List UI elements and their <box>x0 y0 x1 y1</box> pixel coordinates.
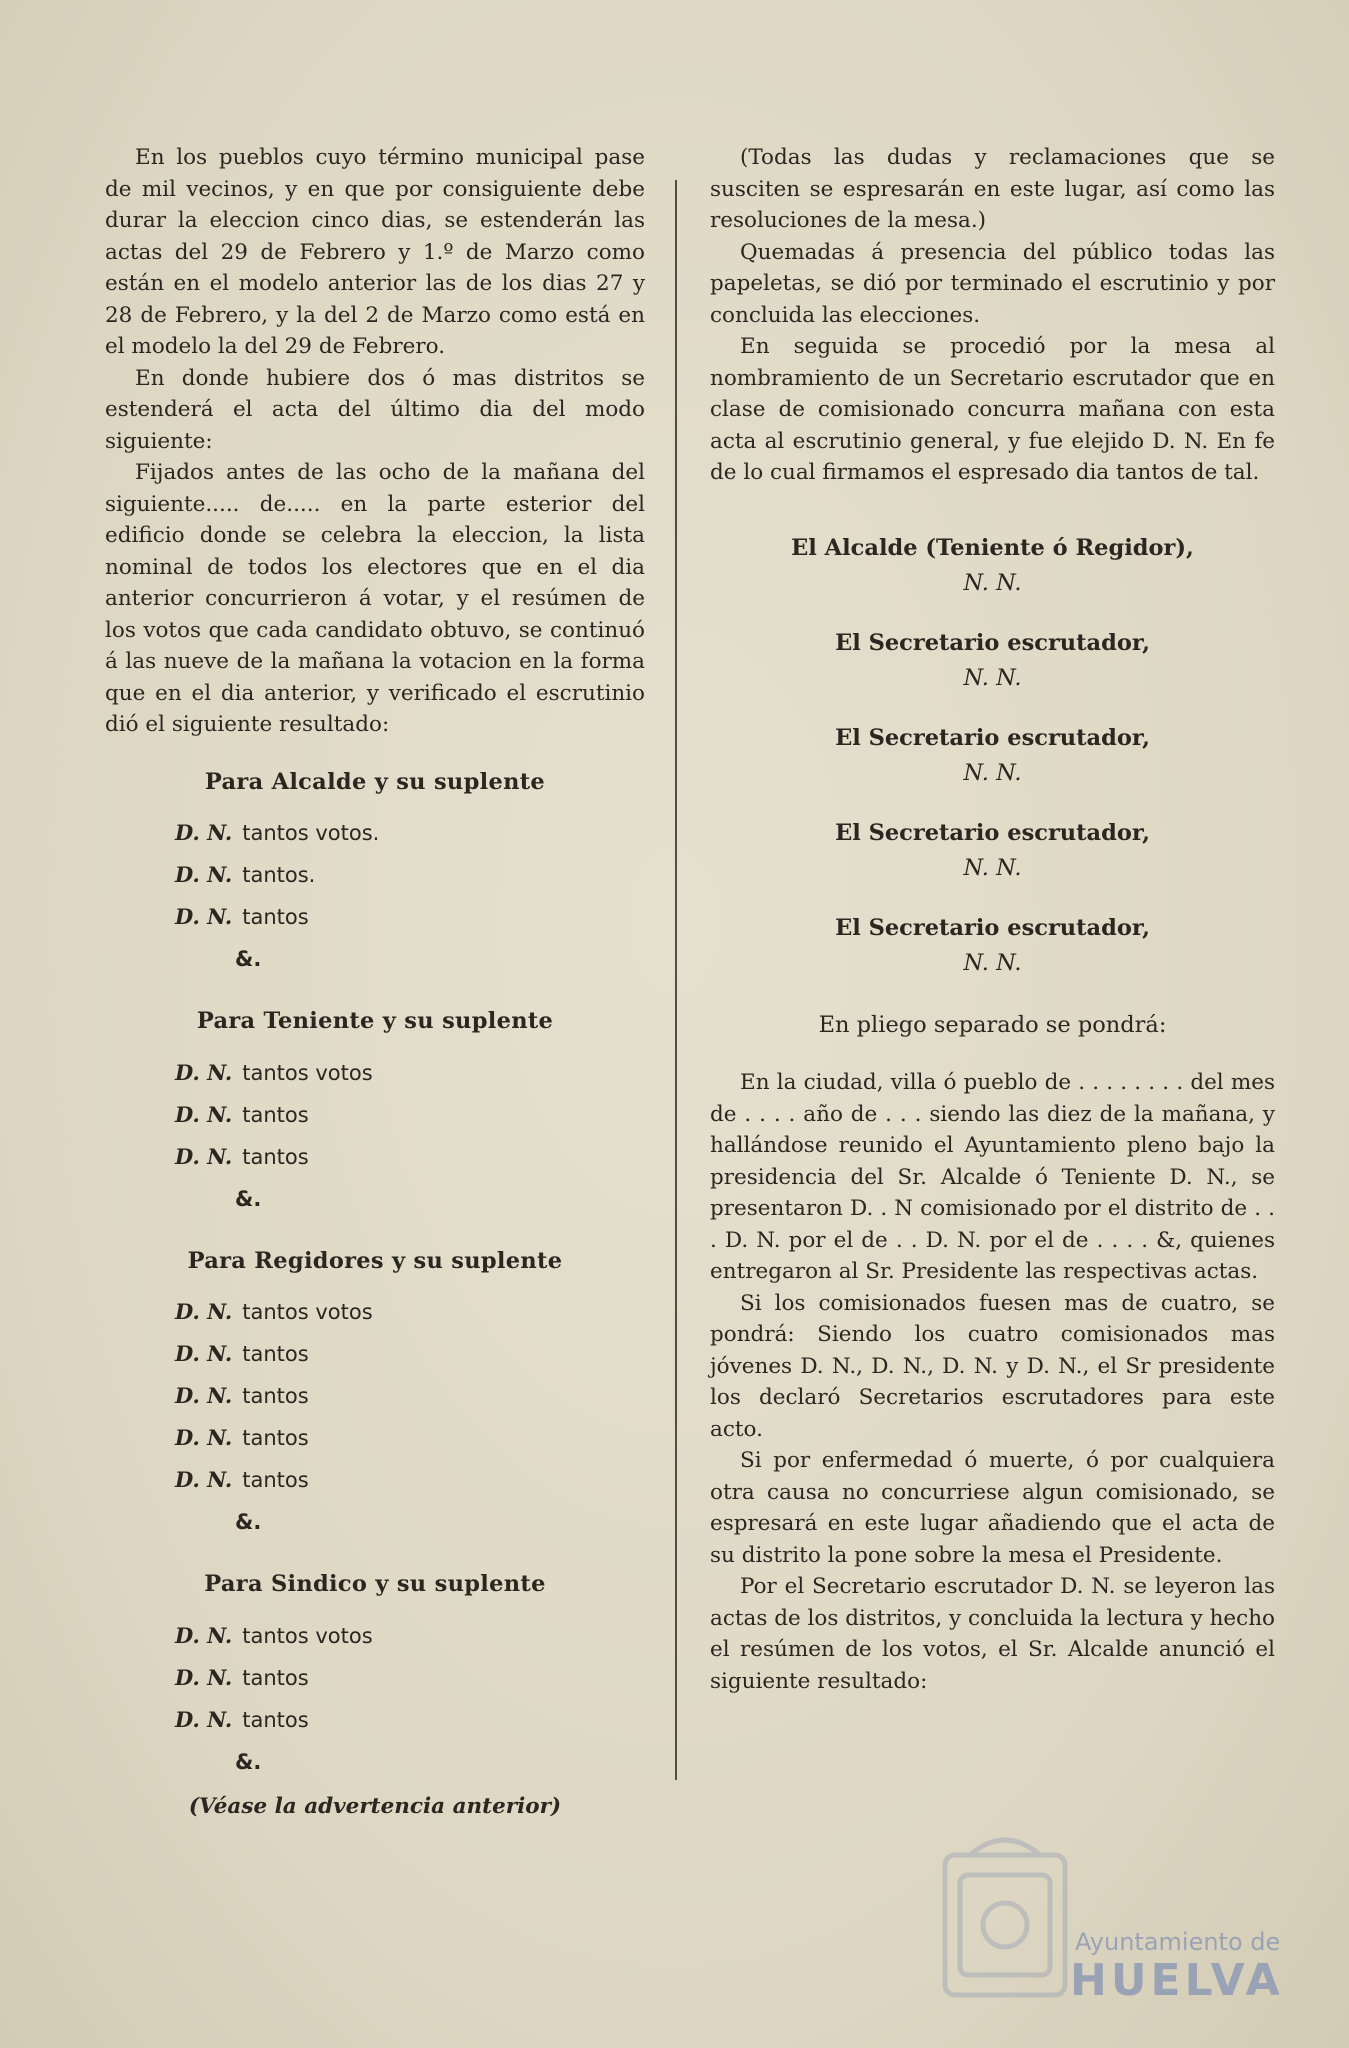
vote-row: D. N. tantos <box>175 1101 309 1127</box>
paragraph: En seguida se procedió por la mesa al nombramiento de un Secretario escrutador que en clase de comisionado concurra mañana con esta acta al escrutinio general, y fue elejido D. N. En fe de lo cual firmamos el espresado dia tantos de tal. <box>710 334 1275 485</box>
paragraph: En la ciudad, villa ó pueblo de . . . . . . . . del mes de . . . . año de . . . siendo las diez de la mañana, y hallándose reunido el Ayuntamiento pleno bajo la presidencia del Sr. Alcalde ó Teniente D. N., se presentaron D. . N comisionado por el distrito de . . . D. N. por el de . . D. N. por el de . . . . &, quienes entregaron al Sr. Presidente las respectivas actas. <box>710 1070 1275 1284</box>
vote-row: D. N. tantos votos <box>175 1622 373 1648</box>
signature-block <box>710 818 1275 885</box>
vote-row: D. N. tantos votos <box>175 1059 373 1085</box>
signature-title: El Secretario escrutador, <box>835 724 1150 751</box>
vote-row: D. N. tantos <box>175 904 309 929</box>
vote-row: D. N. tantos votos. <box>175 820 380 845</box>
section-alcalde <box>105 767 645 981</box>
paragraph: Quemadas á presencia del público todas las papeletas, se dió por terminado el escrutinio y por concluida las elecciones. <box>710 239 1275 328</box>
signature-name: N. N. <box>963 855 1022 881</box>
paragraph: Si los comisionados fuesen mas de cuatro, se pondrá: Siendo los cuatro comisionados mas jóvenes D. N., D. N., D. N. y D. N., el Sr presidente los declaró Secretarios escrutadores para este acto. <box>710 1290 1275 1442</box>
vote-row: D. N. tantos <box>175 1143 309 1169</box>
signature-name: N. N. <box>963 665 1022 691</box>
etc-mark: &. <box>235 1186 262 1211</box>
signature-title: El Secretario escrutador, <box>835 629 1150 656</box>
signature-block <box>710 628 1275 695</box>
vote-row: D. N. tantos <box>175 1467 309 1492</box>
vote-row: D. N. tantos <box>175 1706 309 1732</box>
section-heading: Para Regidores y su suplente <box>187 1247 563 1274</box>
signature-name: N. N. <box>963 950 1022 976</box>
paragraph: En los pueblos cuyo término municipal pase de mil vecinos, y en que por consiguiente debe durar la eleccion cinco dias, se estenderán las actas del 29 de Febrero y 1.º de Marzo como están en el modelo anterior las de los dias 27 y 28 de Febrero, y la del 2 de Marzo como está en el modelo la del 29 de Febrero. <box>105 145 645 359</box>
paragraph: (Todas las dudas y reclamaciones que se susciten se espresarán en este lugar, así como las resoluciones de la mesa.) <box>710 145 1275 233</box>
vote-row: D. N. tantos <box>175 1341 309 1366</box>
vote-row: D. N. tantos. <box>175 862 316 887</box>
vote-row: D. N. tantos <box>175 1383 309 1408</box>
right-column <box>710 142 1275 1697</box>
signature-name: N. N. <box>963 760 1022 786</box>
vote-row: D. N. tantos <box>175 1664 309 1690</box>
watermark-line1: Ayuntamiento de <box>1075 1928 1281 1956</box>
section-heading: Para Sindico y su suplente <box>204 1571 546 1597</box>
signature-name: N. N. <box>963 570 1022 596</box>
vote-row: D. N. tantos <box>175 1425 309 1450</box>
watermark-line2: HUELVA <box>1070 1955 1284 2006</box>
section-heading: Para Teniente y su suplente <box>196 1008 554 1034</box>
note: (Véase la advertencia anterior) <box>188 1793 562 1819</box>
paragraph: Fijados antes de las ocho de la mañana del siguiente..... de..... en la parte esterior del edificio donde se celebra la eleccion, la lista nominal de todos los electores que en el dia anterior concurrieron á votar, y el resúmen de los votos que cada candidato obtuvo, se continuó á las nueve de la mañana la votacion en la forma que en el dia anterior, y verificado el escrutinio dió el siguiente resultado: <box>105 460 645 737</box>
signature-block <box>710 913 1275 980</box>
etc-mark: &. <box>235 1510 262 1534</box>
signature-title: El Secretario escrutador, <box>835 819 1150 846</box>
signature-title: El Secretario escrutador, <box>835 914 1150 941</box>
signature-block <box>710 723 1275 790</box>
etc-mark: &. <box>235 1749 262 1774</box>
separate-sheet-heading: En pliego separado se pondrá: <box>818 1011 1167 1038</box>
section-heading: Para Alcalde y su suplente <box>204 768 546 795</box>
section-teniente <box>105 1006 645 1220</box>
paragraph: En donde hubiere dos ó mas distritos se estenderá el acta del último dia del modo siguiente: <box>105 365 645 454</box>
signature-title: El Alcalde (Teniente ó Regidor), <box>791 534 1194 561</box>
vote-row: D. N. tantos votos <box>175 1299 373 1324</box>
section-regidores <box>105 1246 645 1544</box>
left-column <box>105 142 645 1822</box>
column-divider <box>675 180 677 1780</box>
signature-block <box>710 533 1275 600</box>
etc-mark: &. <box>235 947 262 971</box>
paragraph: Si por enfermedad ó muerte, ó por cualquiera otra causa no concurriese algun comisionado, se espresará en este lugar añadiendo que el acta de su distrito la pone sobre la mesa el Presidente. <box>710 1448 1275 1568</box>
paragraph: Por el Secretario escrutador D. N. se leyeron las actas de los distritos, y concluida la lectura y hecho el resúmen de los votos, el Sr. Alcalde anunció el siguiente resultado: <box>710 1574 1275 1694</box>
section-sindico <box>105 1569 645 1783</box>
